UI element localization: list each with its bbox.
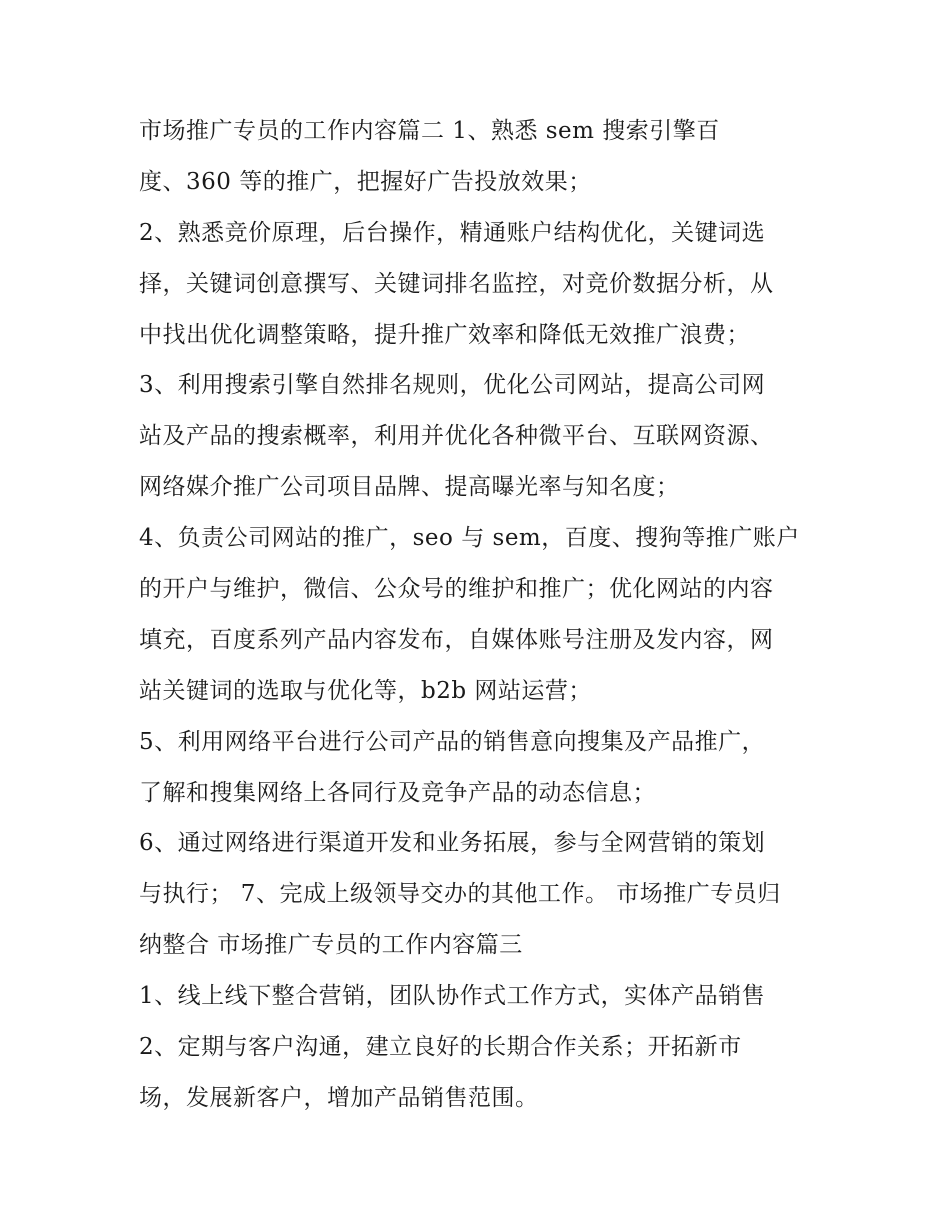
text-line: 2、定期与客户沟通，建立良好的长期合作关系；开拓新市 bbox=[139, 1034, 742, 1061]
text-line: 6、通过网络进行渠道开发和业务拓展，参与全网营销的策划 bbox=[139, 830, 766, 857]
text-line: 4、负责公司网站的推广，seo 与 sem，百度、搜狗等推广账户 bbox=[139, 525, 800, 552]
text-line: 填充，百度系列产品内容发布，自媒体账号注册及发内容，网 bbox=[139, 626, 774, 653]
text-line: 的开户与维护，微信、公众号的维护和推广；优化网站的内容 bbox=[139, 576, 774, 603]
text-line: 2、熟悉竞价原理，后台操作，精通账户结构优化，关键词选 bbox=[139, 219, 766, 246]
text-line: 市场推广专员的工作内容篇二 1、熟悉 sem 搜索引擎百 bbox=[139, 118, 720, 144]
text-line: 了解和搜集网络上各同行及竞争产品的动态信息； bbox=[139, 779, 656, 806]
text-line: 5、利用网络平台进行公司产品的销售意向搜集及产品推广， bbox=[139, 728, 766, 755]
text-line: 择，关键词创意撰写、关键词排名监控，对竞价数据分析，从 bbox=[139, 270, 774, 297]
text-line: 1、线上线下整合营销，团队协作式工作方式，实体产品销售 bbox=[139, 983, 766, 1010]
text-line: 3、利用搜索引擎自然排名规则，优化公司网站，提高公司网 bbox=[139, 372, 766, 399]
text-line: 度、360 等的推广，把握好广告投放效果； bbox=[139, 168, 592, 195]
text-line: 站关键词的选取与优化等，b2b 网站运营； bbox=[139, 677, 592, 704]
body-text bbox=[139, 111, 829, 1129]
text-line: 与执行； 7、完成上级领导交办的其他工作。 市场推广专员归 bbox=[139, 881, 781, 908]
text-line: 中找出优化调整策略，提升推广效率和降低无效推广浪费； bbox=[139, 321, 750, 348]
text-line: 纳整合 市场推广专员的工作内容篇三 bbox=[139, 932, 523, 959]
text-line: 场，发展新客户，增加产品销售范围。 bbox=[139, 1084, 539, 1111]
text-line: 网络媒介推广公司项目品牌、提高曝光率与知名度； bbox=[139, 474, 680, 501]
text-line: 站及产品的搜索概率，利用并优化各种微平台、互联网资源、 bbox=[139, 423, 774, 450]
